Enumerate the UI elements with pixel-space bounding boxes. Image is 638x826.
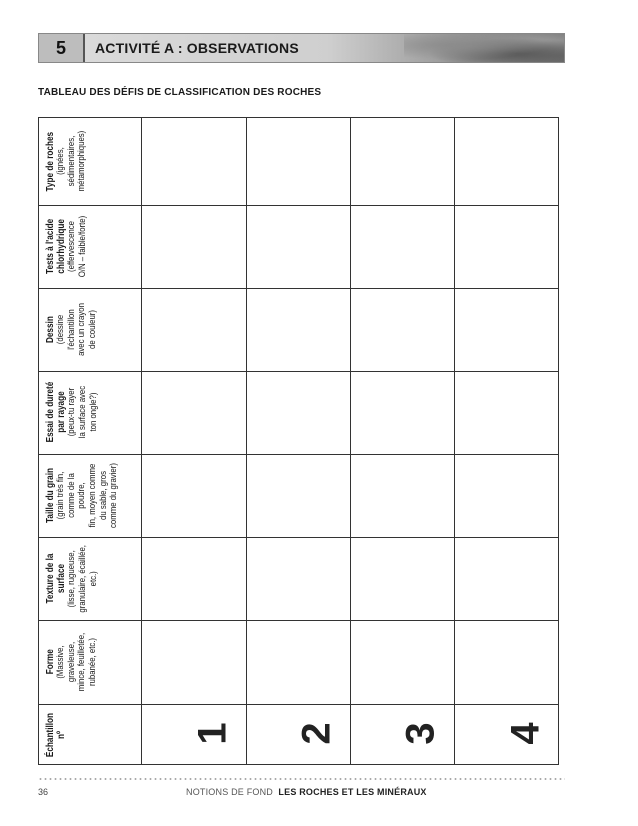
column-header bbox=[39, 371, 141, 454]
footer-running-title bbox=[186, 787, 427, 797]
answer-cell[interactable] bbox=[247, 455, 350, 537]
column-header-hint: (Massive, graveleuse, mince, feuilletée, rubanée, etc.) bbox=[55, 632, 99, 692]
column-header-hint: (dessine l'échantillon avec un crayon de couleur) bbox=[55, 303, 99, 356]
answer-cell[interactable] bbox=[351, 621, 454, 704]
sample-number: 1 bbox=[190, 722, 235, 745]
sample-number: 3 bbox=[398, 722, 443, 745]
page-number: 36 bbox=[38, 787, 49, 797]
answer-cell[interactable] bbox=[351, 206, 454, 288]
column-header-hint: (ignées, sédimentaires, métamorphiques) bbox=[55, 131, 88, 192]
answer-cell[interactable] bbox=[142, 372, 246, 454]
answer-cell[interactable] bbox=[142, 289, 246, 371]
footer-section: NOTIONS DE FOND bbox=[186, 787, 274, 797]
column-header-hint: (lisse, rugueuse, granulaire, écaillée, etc.) bbox=[66, 544, 99, 613]
answer-cell[interactable] bbox=[455, 119, 560, 205]
column-header-title: Forme bbox=[45, 649, 56, 675]
column-header-title: Type de roches bbox=[45, 131, 56, 192]
answer-cell[interactable] bbox=[247, 289, 350, 371]
answer-cell[interactable] bbox=[351, 119, 454, 205]
answer-cell[interactable] bbox=[351, 289, 454, 371]
column-header-title: Échantillon nº bbox=[45, 712, 68, 758]
footer-book-title: LES ROCHES ET LES MINÉRAUX bbox=[278, 787, 427, 797]
column-header-title: Texture de la surface bbox=[45, 553, 68, 604]
sample-number: 4 bbox=[503, 722, 548, 745]
answer-cell[interactable] bbox=[351, 538, 454, 620]
answer-cell[interactable] bbox=[142, 621, 246, 704]
classification-table bbox=[38, 117, 559, 765]
answer-cell[interactable] bbox=[351, 455, 454, 537]
answer-cell[interactable] bbox=[247, 119, 350, 205]
answer-cell[interactable] bbox=[455, 206, 560, 288]
answer-cell[interactable] bbox=[247, 206, 350, 288]
chapter-number: 5 bbox=[39, 34, 85, 62]
column-header-hint: (peux-tu rayer la surface avec ton ongle?) bbox=[66, 386, 99, 439]
answer-cell[interactable] bbox=[351, 372, 454, 454]
answer-cell[interactable] bbox=[142, 538, 246, 620]
column-header-title: Tests à l'acide chlorhydrique bbox=[45, 218, 68, 275]
column-header bbox=[39, 288, 141, 371]
column-header bbox=[39, 537, 141, 620]
column-header bbox=[39, 205, 141, 288]
table-title: TABLEAU DES DÉFIS DE CLASSIFICATION DES ROCHES bbox=[38, 87, 322, 98]
rock-texture-image bbox=[404, 34, 564, 62]
answer-cell[interactable] bbox=[455, 538, 560, 620]
column-header bbox=[39, 118, 141, 205]
footer-divider bbox=[38, 778, 565, 780]
answer-cell[interactable] bbox=[142, 455, 246, 537]
column-header-hint: (effervescence O/N – faible/forte) bbox=[66, 215, 88, 278]
answer-cell[interactable] bbox=[247, 538, 350, 620]
column-header-title: Taille du grain bbox=[45, 468, 56, 523]
answer-cell[interactable] bbox=[247, 621, 350, 704]
column-header-title: Essai de dureté par rayage bbox=[45, 382, 68, 443]
answer-cell[interactable] bbox=[455, 455, 560, 537]
column-header bbox=[39, 620, 141, 704]
chapter-banner bbox=[38, 33, 565, 63]
column-header bbox=[39, 704, 141, 766]
activity-title: ACTIVITÉ A : OBSERVATIONS bbox=[95, 40, 299, 56]
answer-cell[interactable] bbox=[247, 372, 350, 454]
answer-cell[interactable] bbox=[455, 372, 560, 454]
sample-number: 2 bbox=[294, 722, 339, 745]
answer-cell[interactable] bbox=[142, 206, 246, 288]
answer-cell[interactable] bbox=[455, 621, 560, 704]
column-header-title: Dessin bbox=[45, 316, 56, 343]
answer-cell[interactable] bbox=[455, 289, 560, 371]
column-header-hint: (grain très fin, comme de la poudre, fin, moyen comme du sable, gros comme du gravier) bbox=[55, 463, 120, 528]
column-header bbox=[39, 454, 141, 537]
answer-cell[interactable] bbox=[142, 119, 246, 205]
